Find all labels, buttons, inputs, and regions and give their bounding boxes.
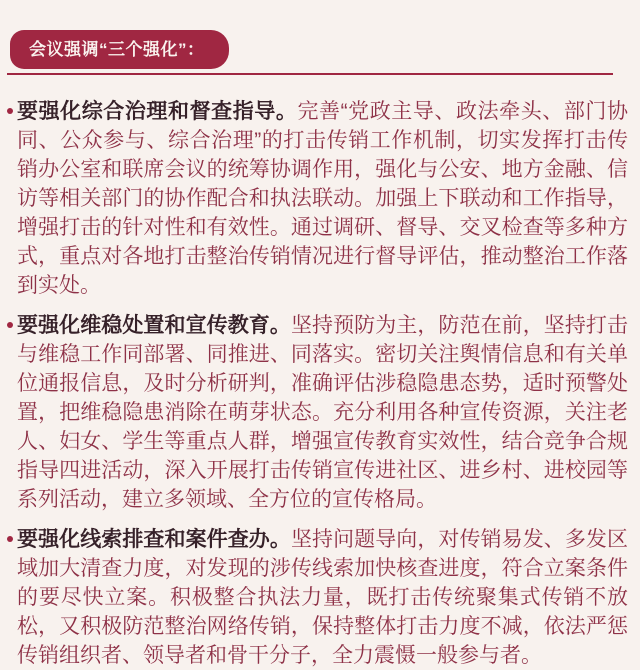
divider-line: [7, 73, 613, 75]
bullet-lead-text: 要强化线索排查和案件查办。: [17, 528, 291, 551]
bullet-body-text: 坚持预防为主，防范在前，坚持打击与维稳工作同部署、同推进、同落实。密切关注舆情信息和有关单位通报信息，及时分析研判，准确评估涉稳隐患态势，适时预警处置，把维稳隐患消除在萌芽状态。充分利用各种宣传资源，关注老人、妇女、学生等重点人群，增强宣传教育实效性，结合竞争合规指导四进活动，深入开展打击传销宣传进社区、进乡村、进校园等系列活动，建立多领域、全方位的宣传格局。: [17, 314, 629, 511]
section-title-badge: 会议强调“三个强化”：: [10, 30, 229, 69]
list-item: [7, 525, 628, 670]
bullet-dot-icon: [7, 536, 13, 542]
bullet-body-text: 坚持问题导向，对传销易发、多发区域加大清查力度，对发现的涉传线索加快核查进度，符合立案条件的要尽快立案。积极整合执法力量，既打击传统聚集式传销不放松，又积极防范整治网络传销，保持整体打击力度不减，依法严惩传销组织者、领导者和骨干分子，全力震慑一般参与者。: [17, 528, 629, 667]
bullet-body-text: 完善“党政主导、政法牵头、部门协同、公众参与、综合治理”的打击传销工作机制，切实发挥打击传销办公室和联席会议的统筹协调作用，强化与公安、地方金融、信访等相关部门的协作配合和执法联动。加强上下联动和工作指导，增强打击的针对性和有效性。通过调研、督导、交叉检查等多种方式，重点对各地打击整治传销情况进行督导评估，推动整治工作落到实处。: [17, 100, 629, 297]
bullet-lead-text: 要强化综合治理和督查指导。: [17, 100, 298, 123]
list-item: [7, 97, 628, 300]
list-item: [7, 311, 628, 514]
bullet-dot-icon: [7, 322, 13, 328]
bullet-list: [7, 97, 628, 670]
bullet-lead-text: 要强化维稳处置和宣传教育。: [17, 314, 291, 337]
bullet-dot-icon: [7, 108, 13, 114]
